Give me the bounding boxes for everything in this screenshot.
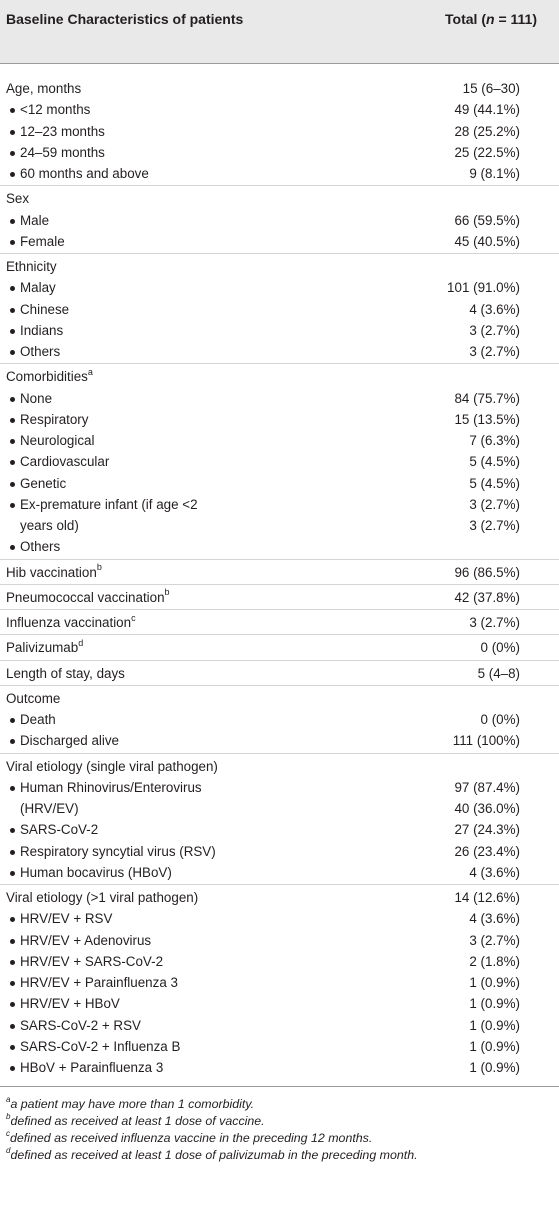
row-label [6,688,60,709]
footnote-mark: a [6,1095,11,1105]
table-row [0,366,559,387]
row-label-text: <12 months [20,102,91,118]
row-label-text: None [20,390,53,406]
bullet-icon [10,786,15,791]
row-value: 15 (6–30) [462,81,520,96]
table-row [0,1036,559,1057]
row-label-text: Length of stay, days [6,665,125,681]
row-label-text: Discharged alive [20,733,119,749]
row-label-text: SARS-CoV-2 + RSV [20,1017,141,1033]
table-row [0,862,559,883]
row-label [6,887,198,908]
table-row [0,930,559,951]
table-row [0,341,559,362]
row-label [20,993,120,1014]
row-label-text: Outcome [6,690,61,706]
table-row [0,409,559,430]
row-value: 5 (4.5%) [469,454,520,470]
table-row [0,277,559,298]
row-label-text: Influenza vaccination [6,615,132,630]
table-row [0,99,559,120]
table-row [0,121,559,142]
table-row [0,494,559,515]
table-row [0,515,559,536]
bullet-icon [10,482,15,487]
row-value: 111 (100%) [452,733,520,749]
row-label [20,320,63,341]
row-label-text: Respiratory syncytial virus (RSV) [20,843,216,859]
bullet-icon [10,286,15,291]
footnote [6,1147,418,1163]
footnote-marker: a [87,366,93,377]
footnote-mark: c [6,1129,10,1139]
table-row [0,993,559,1014]
footnote-marker: d [78,637,84,648]
table-row [0,210,559,231]
bullet-icon [10,1066,15,1071]
row-label-text: Comorbidities [6,369,88,385]
table-row [0,730,559,751]
row-label-text: Human Rhinovirus/Enterovirus [20,779,202,795]
row-label [6,587,170,608]
row-label-text: Others [20,344,61,359]
table-row [0,536,559,557]
row-label-text: HRV/EV + RSV [20,911,113,927]
row-label [20,1057,163,1078]
row-label [20,536,60,557]
table-row [0,777,559,798]
row-value: 5 (4.5%) [469,475,520,491]
bullet-icon [10,350,15,355]
row-label-text: 24–59 months [20,144,105,160]
row-divider [0,185,559,186]
row-label [6,562,102,583]
row-label [20,515,79,536]
row-value: 96 (86.5%) [454,564,520,580]
table-row [0,688,559,709]
row-label [20,972,178,993]
row-value: 3 (2.7%) [469,344,520,359]
row-label-text: HRV/EV + SARS-CoV-2 [20,953,164,969]
row-label-text: Respiratory [20,411,89,427]
row-value: 1 (0.9%) [469,1038,520,1054]
row-value: 25 (22.5%) [454,144,520,160]
row-value: 66 (59.5%) [454,212,520,228]
row-value: 1 (0.9%) [469,1017,520,1033]
bullet-icon [10,917,15,922]
bullet-icon [10,939,15,944]
row-label-text: Pneumococcal vaccination [6,589,165,605]
row-value: 27 (24.3%) [454,822,520,838]
row-label-text: Female [20,233,65,249]
row-value: 40 (36.0%) [454,801,520,816]
row-label-text: Death [20,712,56,727]
footnote-text: defined as received influenza vaccine in the preceding 12 months. [10,1131,373,1146]
row-label-text: Ethnicity [6,259,57,274]
row-label [20,798,79,819]
row-label [6,756,218,777]
header-total [445,9,537,29]
row-value: 1 (0.9%) [469,975,520,990]
row-label-text: Neurological [20,433,95,448]
row-divider [0,753,559,754]
row-value: 4 (3.6%) [469,301,520,317]
row-label-text: (HRV/EV) [20,801,79,816]
table-row [0,663,559,684]
footnote [6,1113,265,1129]
row-value: 3 (2.7%) [469,932,520,948]
row-label [20,341,60,362]
row-label [6,612,136,633]
table-header [0,0,559,63]
row-label-text: Ex-premature infant (if age <2 [20,496,198,512]
row-label-text: HRV/EV + Adenovirus [20,932,152,948]
row-label-text: Hib vaccination [6,564,97,580]
table-row [0,756,559,777]
row-label [20,430,94,451]
row-divider [0,685,559,686]
bullet-icon [10,418,15,423]
row-label [20,163,149,184]
bullet-icon [10,850,15,855]
bullet-icon [10,172,15,177]
table-row [0,299,559,320]
row-label [20,210,49,231]
row-label [6,188,29,209]
row-value: 1 (0.9%) [469,996,520,1012]
row-label [20,451,109,472]
row-label [20,777,202,798]
bullet-icon [10,739,15,744]
row-label [20,709,56,730]
bottom-rule [0,1086,559,1087]
row-value: 26 (23.4%) [454,843,520,859]
footnote-text: a patient may have more than 1 comorbidity. [10,1097,255,1112]
table-row [0,388,559,409]
row-label-text: Sex [6,191,30,207]
bullet-icon [10,240,15,245]
table-row [0,256,559,277]
row-label [20,841,216,862]
row-label-text: HRV/EV + Parainfluenza 3 [20,975,178,990]
footnote-mark: d [6,1146,11,1156]
row-label-text: HRV/EV + HBoV [20,996,120,1012]
table-row [0,637,559,658]
row-label [20,1036,180,1057]
row-label-text: Viral etiology (single viral pathogen) [6,758,218,774]
row-value: 45 (40.5%) [454,233,520,249]
row-divider [0,363,559,364]
row-label [20,409,88,430]
table-row [0,320,559,341]
bullet-icon [10,397,15,402]
row-label-text: years old) [20,518,79,533]
bullet-icon [10,981,15,986]
row-label-text: Indians [20,322,64,338]
row-label [6,366,93,387]
table-row [0,887,559,908]
row-value: 3 (2.7%) [469,518,520,533]
table-row [0,709,559,730]
footnote-marker: c [131,612,136,623]
header-total-pre: Total ( [445,11,486,27]
row-value: 4 (3.6%) [469,911,520,927]
bullet-icon [10,219,15,224]
bullet-icon [10,308,15,313]
row-label-text: 12–23 months [20,123,105,139]
row-label-text: Others [20,539,61,555]
bullet-icon [10,1045,15,1050]
row-value: 9 (8.1%) [469,166,520,181]
row-divider [0,660,559,661]
row-label-text: Malay [20,280,56,296]
row-label-text: Cardiovascular [20,454,110,470]
bullet-icon [10,1024,15,1029]
bullet-icon [10,718,15,723]
table-row [0,430,559,451]
row-value: 84 (75.7%) [454,390,520,406]
row-label-text: 60 months and above [20,166,149,181]
row-divider [0,584,559,585]
bullet-icon [10,1002,15,1007]
row-divider [0,253,559,254]
row-label-text: Age, months [6,81,82,96]
row-label-text: SARS-CoV-2 + Influenza B [20,1038,181,1054]
table-row [0,562,559,583]
row-label [20,930,151,951]
row-label-text: Chinese [20,301,70,317]
footnote-mark: b [6,1112,11,1122]
bullet-icon [10,503,15,508]
footnote [6,1096,254,1112]
table-row [0,1015,559,1036]
row-value: 28 (25.2%) [454,123,520,139]
row-value: 15 (13.5%) [454,411,520,427]
table-row [0,951,559,972]
table-row [0,78,559,99]
row-label-text: SARS-CoV-2 [20,822,99,838]
row-label [20,231,65,252]
table-row [0,587,559,608]
row-label [20,1015,141,1036]
table-row [0,798,559,819]
bullet-icon [10,151,15,156]
row-label [6,256,57,277]
row-value: 3 (2.7%) [469,322,520,338]
row-label [6,663,125,684]
footnote-text: defined as received at least 1 dose of palivizumab in the preceding month. [10,1148,418,1163]
footnote-marker: b [96,562,102,573]
footnote-text: defined as received at least 1 dose of vaccine. [10,1114,265,1129]
row-label [20,473,66,494]
row-value: 14 (12.6%) [454,890,520,905]
bullet-icon [10,960,15,965]
table-row [0,142,559,163]
row-label [6,637,83,658]
row-divider [0,884,559,885]
row-value: 5 (4–8) [477,665,520,681]
bullet-icon [10,439,15,444]
table-row [0,841,559,862]
bullet-icon [10,545,15,550]
row-value: 4 (3.6%) [469,864,520,880]
table-row [0,819,559,840]
row-label [20,819,98,840]
row-value: 0 (0%) [480,712,520,727]
footnote [6,1130,372,1146]
row-label [20,494,198,515]
row-label [20,388,52,409]
row-value: 101 (91.0%) [447,280,520,296]
bullet-icon [10,329,15,334]
row-divider [0,634,559,635]
row-value: 1 (0.9%) [469,1060,520,1075]
row-value: 42 (37.8%) [454,589,520,605]
row-label [20,99,90,120]
row-divider [0,609,559,610]
header-label: Baseline Characteristics of patients [6,11,244,27]
row-value: 49 (44.1%) [454,102,520,118]
table-row [0,163,559,184]
row-value: 97 (87.4%) [454,779,520,795]
row-label [20,908,112,929]
row-label-text: Viral etiology (>1 viral pathogen) [6,890,199,905]
row-value: 3 (2.7%) [469,496,520,512]
table-row [0,188,559,209]
table-row [0,612,559,633]
row-label [20,142,105,163]
bullet-icon [10,871,15,876]
row-label [6,78,81,99]
row-label [20,277,56,298]
row-label [20,862,172,883]
row-value: 0 (0%) [480,640,520,656]
table-row [0,473,559,494]
table-row [0,908,559,929]
row-label-text: HBoV + Parainfluenza 3 [20,1060,164,1075]
footnote-marker: b [164,587,170,598]
row-value: 7 (6.3%) [469,433,520,448]
row-value: 3 (2.7%) [469,615,520,630]
bullet-icon [10,108,15,113]
row-label-text: Male [20,212,50,228]
row-label [20,299,69,320]
header-rule [0,63,559,64]
bullet-icon [10,460,15,465]
row-label [20,121,105,142]
table-row [0,1057,559,1078]
row-value: 2 (1.8%) [469,953,520,969]
header-total-post: = 111) [494,11,537,27]
table-row [0,231,559,252]
row-label [20,730,119,751]
bullet-icon [10,130,15,135]
row-label [20,951,163,972]
row-label-text: Human bocavirus (HBoV) [20,864,172,880]
bullet-icon [10,828,15,833]
row-label-text: Palivizumab [6,640,79,656]
row-divider [0,559,559,560]
table-row [0,972,559,993]
header-total-n: n [486,11,495,27]
table-row [0,451,559,472]
row-label-text: Genetic [20,475,67,491]
